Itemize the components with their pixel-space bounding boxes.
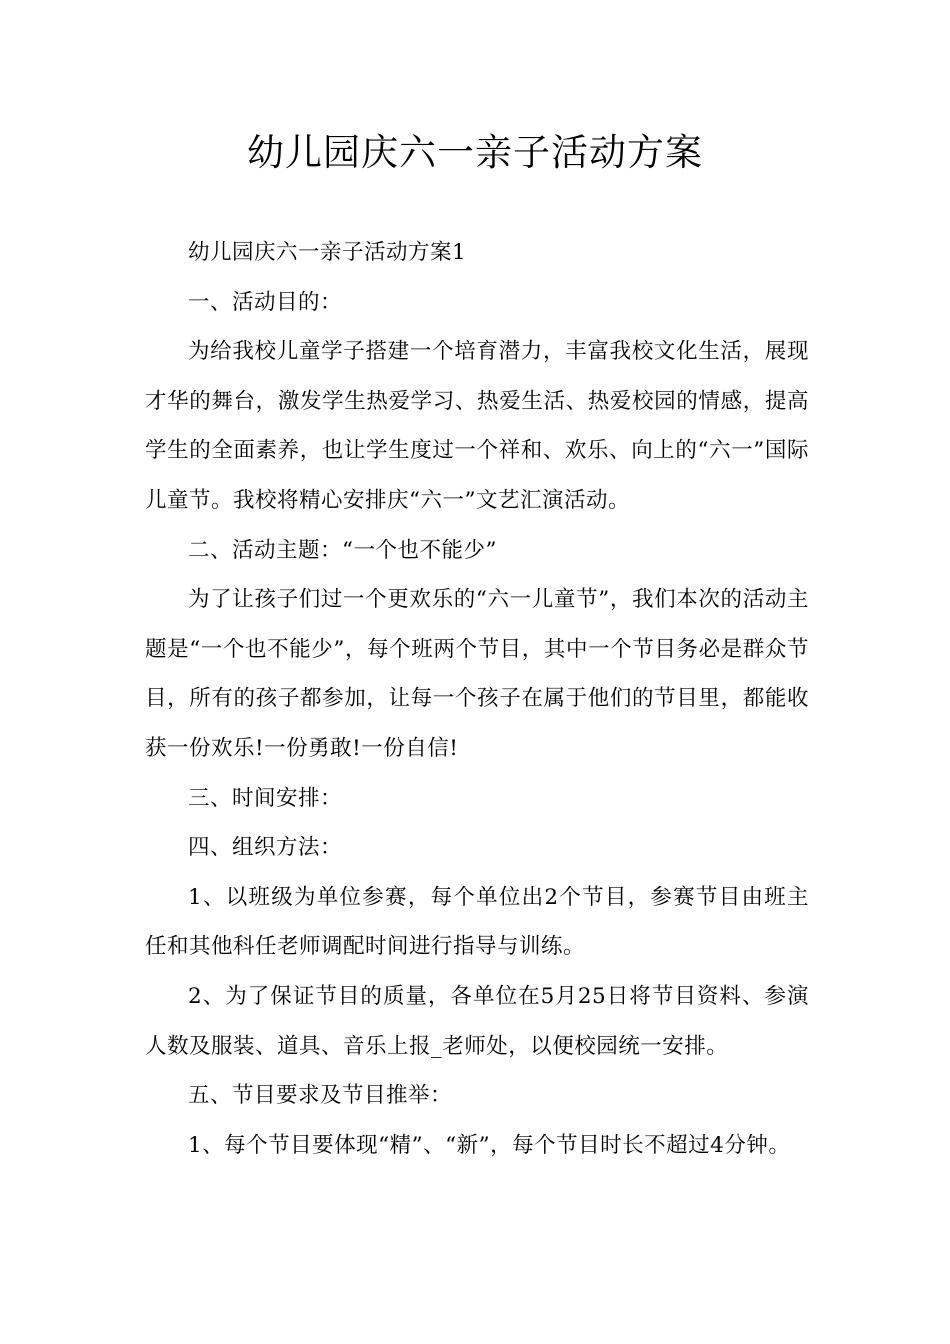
document-title: 幼儿园庆六一亲子活动方案	[247, 131, 703, 174]
paragraph-section-2-body: 为了让孩子们过一个更欢乐的“六一儿童节”，我们本次的活动主题是“一个也不能少”，每个班两个节目，其中一个节目务必是群众节目，所有的孩子都参加，让每一个孩子在属于他们的节目里，都能收获一份欢乐!一份勇敢!一份自信!	[145, 587, 809, 761]
paragraph-section-2-heading: 二、活动主题：“一个也不能少”	[188, 537, 497, 563]
paragraph-section-4-heading: 四、组织方法：	[188, 835, 343, 861]
paragraph-section-3-heading: 三、时间安排：	[188, 785, 343, 811]
paragraph-section-5-item-1: 1、每个节目要体现“精”、“新”，每个节目时长不超过4分钟。	[188, 1132, 791, 1158]
document-body	[145, 228, 809, 1170]
paragraph-section-4-item-2: 2、为了保证节目的质量，各单位在5月25日将节目资料、参演人数及服装、道具、音乐上报_老师处，以便校园统一安排。	[145, 983, 809, 1059]
paragraph-section-5-heading: 五、节目要求及节目推举：	[188, 1083, 453, 1109]
paragraph-subtitle: 幼儿园庆六一亲子活动方案1	[188, 240, 467, 265]
paragraph-section-1-body: 为给我校儿童学子搭建一个培育潜力，丰富我校文化生活，展现才华的舞台，激发学生热爱学习、热爱生活、热爱校园的情感，提高学生的全面素养，也让学生度过一个祥和、欢乐、向上的“六一”国际儿童节。我校将精心安排庆“六一”文艺汇演活动。	[145, 339, 809, 513]
paragraph-section-1-heading: 一、活动目的：	[188, 289, 343, 315]
paragraph-section-4-item-1: 1、以班级为单位参赛，每个单位出2个节目，参赛节目由班主任和其他科任老师调配时间进行指导与训练。	[145, 884, 809, 960]
